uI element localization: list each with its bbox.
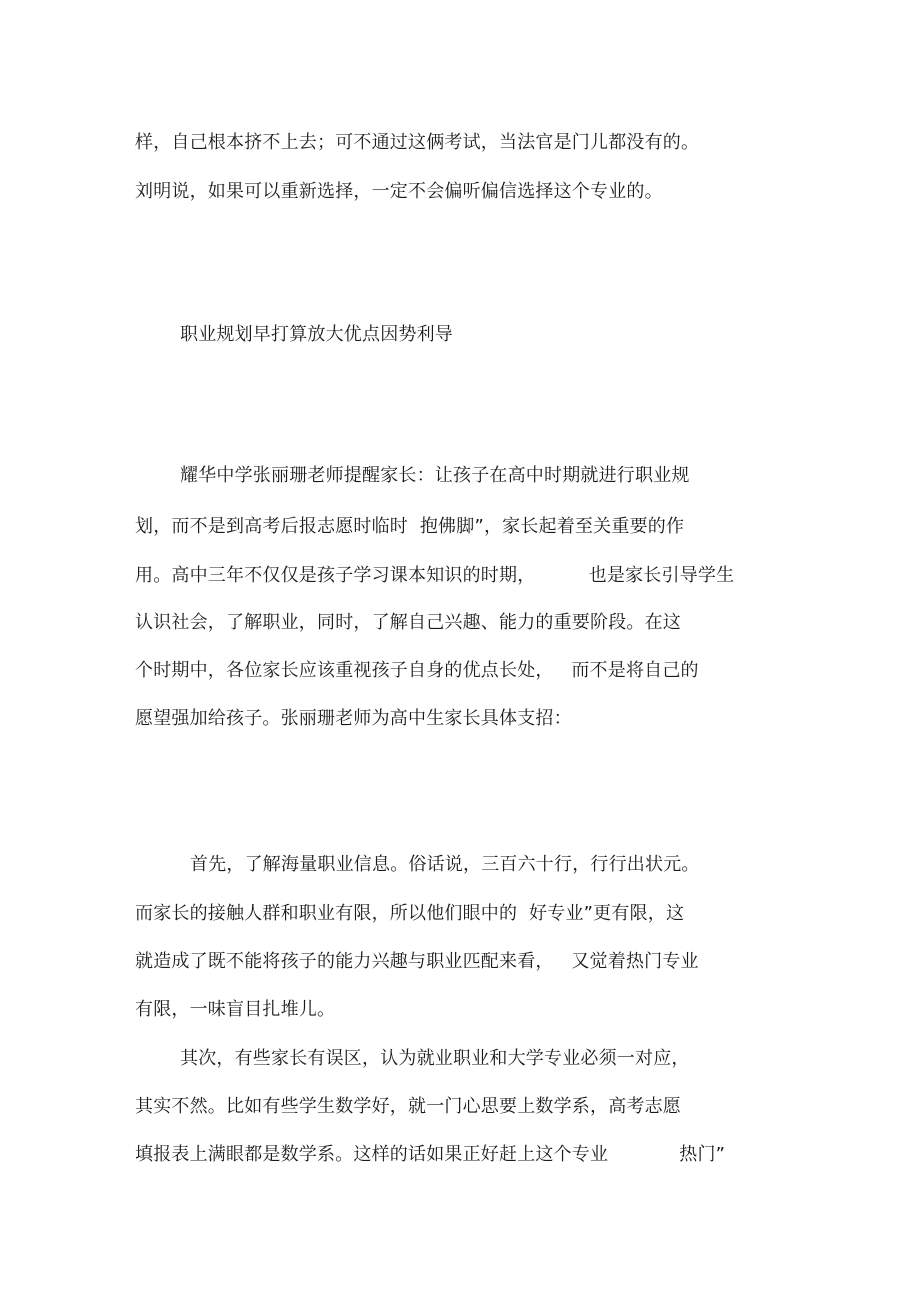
text-line: 样，自己根本挤不上去；可不通过这俩考试，当法官是门儿都没有的。 [135, 132, 700, 153]
text-line: 耀华中学张丽珊老师提醒家长：让孩子在高中时期就进行职业规 [180, 465, 690, 486]
text-line: 划，而不是到高考后报志愿时临时 抱佛脚”，家长起着至关重要的作 [135, 516, 685, 537]
text-line: 其次，有些家长有误区，认为就业职业和大学专业必须一对应， [180, 1048, 690, 1069]
text-line: 认识社会，了解职业，同时，了解自己兴趣、能力的重要阶段。在这 [135, 612, 681, 633]
text-line: 刘明说，如果可以重新选择，一定不会偏听偏信选择这个专业的。 [135, 181, 663, 202]
text-line: 而家长的接触人群和职业有限，所以他们眼中的 好专业”更有限，这 [135, 903, 685, 924]
text-line: 有限，一味盲目扎堆儿。 [135, 999, 336, 1020]
text-line: 就造成了既不能将孩子的能力兴趣与职业匹配来看， 又觉着热门专业 [135, 951, 699, 972]
text-line: 愿望强加给孩子。张丽珊老师为高中生家长具体支招： [135, 708, 572, 729]
text-line: 其实不然。比如有些学生数学好，就一门心思要上数学系，高考志愿 [135, 1096, 681, 1117]
text-line: 填报表上满眼都是数学系。这样的话如果正好赶上这个专业 热门” [135, 1144, 726, 1165]
section-heading: 职业规划早打算放大优点因势利导 [180, 324, 453, 345]
text-line: 首先，了解海量职业信息。俗话说，三百六十行，行行出状元。 [190, 854, 700, 875]
text-line: 用。高中三年不仅仅是孩子学习课本知识的时期， 也是家长引导学生 [135, 565, 735, 586]
text-line: 个时期中，各位家长应该重视孩子自身的优点长处， 而不是将自己的 [135, 660, 699, 681]
